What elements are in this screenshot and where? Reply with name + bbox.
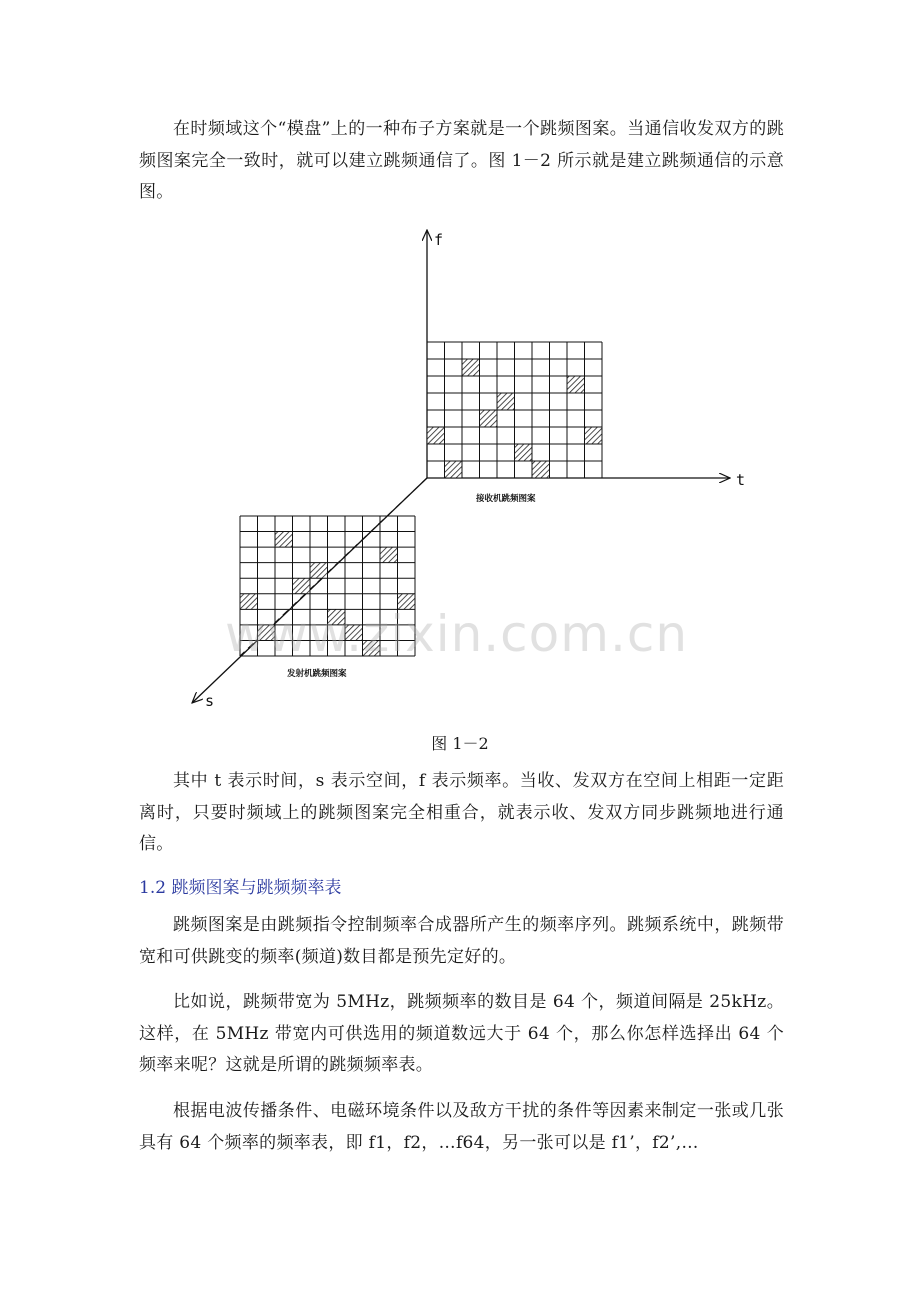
- hop-cell: [532, 461, 550, 478]
- watermark: www.zixin.com.cn: [225, 605, 689, 663]
- example-paragraph: 比如说，跳频带宽为 5MHz，跳频频率的数目是 64 个，频道间隔是 25kHz。这样，在 5MHz 带宽内可供选用的频道数远大于 64 个，那么你怎样选择出 64 个频率来呢？这就是所谓的跳频频率表。: [139, 992, 784, 1075]
- hop-cell: [515, 444, 533, 461]
- receiver-hopping-grid: [427, 342, 602, 478]
- hop-cell: [293, 578, 311, 594]
- hop-cell: [310, 563, 328, 579]
- hop-cell: [462, 359, 480, 376]
- frequency-table-paragraph: 根据电波传播条件、电磁环境条件以及敌方干扰的条件等因素来制定一张或几张具有 64 个频率的频率表，即 f1，f2，…f64，另一张可以是 f1’，f2’,…: [139, 1101, 784, 1153]
- receiver-pattern-label: 接收机跳频图案: [476, 494, 536, 504]
- axis-label-s: s: [205, 692, 215, 710]
- transmitter-pattern-label: 发射机跳频图案: [287, 669, 347, 679]
- hop-cell: [480, 410, 498, 427]
- axis-label-f: f: [434, 231, 444, 249]
- hop-cell: [567, 376, 585, 393]
- hop-cell: [497, 393, 515, 410]
- intro-paragraph: 在时频域这个“模盘”上的一种布子方案就是一个跳频图案。当通信收发双方的跳频图案完全一致时，就可以建立跳频通信了。图 1－2 所示就是建立跳频通信的示意图。: [139, 119, 784, 202]
- hop-cell: [445, 461, 463, 478]
- hop-cell: [585, 427, 603, 444]
- hop-cell: [380, 547, 398, 563]
- figure-caption: 图 1－2: [431, 734, 489, 753]
- axis-label-t: t: [736, 471, 746, 489]
- definition-paragraph: 跳频图案是由跳频指令控制频率合成器所产生的频率序列。跳频系统中，跳频带宽和可供跳变的频率(频道)数目都是预先定好的。: [139, 915, 784, 967]
- explanation-paragraph: 其中 t 表示时间，s 表示空间，f 表示频率。当收、发双方在空间上相距一定距离时，只要时频域上的跳频图案完全相重合，就表示收、发双方同步跳频地进行通信。: [139, 771, 784, 854]
- section-heading: 1.2 跳频图案与跳频频率表: [139, 878, 342, 898]
- hop-cell: [275, 532, 293, 548]
- hop-cell: [427, 427, 445, 444]
